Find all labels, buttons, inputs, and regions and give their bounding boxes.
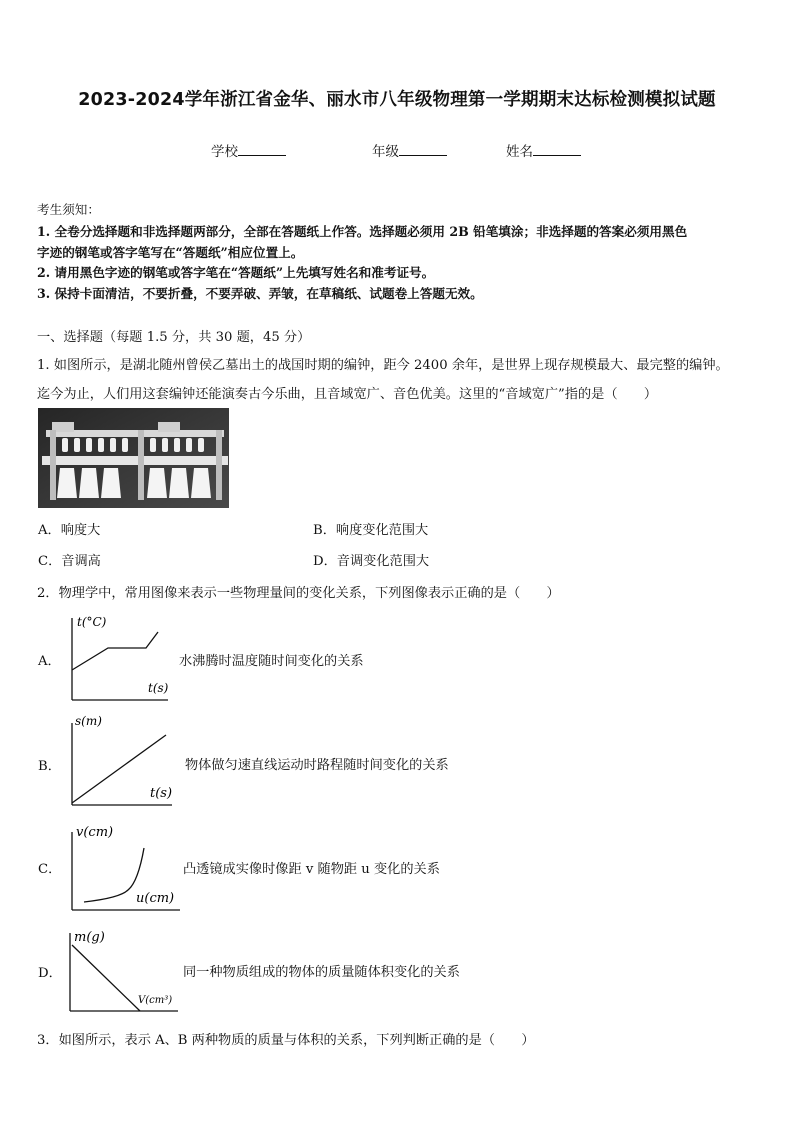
notice-line-2: 2. 请用黑色字迹的钢笔或答字笔在“答题纸”上先填写姓名和准考证号。 bbox=[37, 265, 435, 280]
q2-d-graph bbox=[60, 925, 185, 1017]
q2-a-graph bbox=[60, 612, 175, 707]
q2-d-caption: 同一种物质组成的物体的质量随体积变化的关系 bbox=[183, 965, 460, 980]
q1-option-b: B．响度变化范围大 bbox=[313, 523, 429, 538]
q2-c-letter: C． bbox=[38, 862, 62, 877]
q2-c-graph bbox=[60, 820, 185, 915]
q2-d-xlabel: V(cm³) bbox=[138, 995, 173, 1006]
grade-field bbox=[372, 140, 447, 160]
school-label: 学校 bbox=[211, 144, 238, 160]
q2-b-graph bbox=[60, 713, 175, 808]
page-title: 2023-2024学年浙江省金华、丽水市八年级物理第一学期期末达标检测模拟试题 bbox=[78, 90, 716, 110]
school-blank bbox=[238, 143, 286, 156]
bianzhong-photo bbox=[38, 408, 229, 508]
q1-option-c: C．音调高 bbox=[38, 554, 101, 569]
q2-d-ylabel: m(g) bbox=[74, 930, 105, 945]
q2-b-caption: 物体做匀速直线运动时路程随时间变化的关系 bbox=[185, 758, 449, 773]
q2-b-xlabel: t(s) bbox=[150, 786, 173, 801]
q2-a-ylabel: t(°C) bbox=[77, 615, 107, 629]
grade-label: 年级 bbox=[372, 144, 399, 160]
q2-stem: 2．物理学中，常用图像来表示一些物理量间的变化关系，下列图像表示正确的是（ ） bbox=[37, 586, 560, 601]
name-blank bbox=[533, 143, 581, 156]
q3-stem: 3．如图所示，表示 A、B 两种物质的质量与体积的关系，下列判断正确的是（ ） bbox=[37, 1033, 535, 1048]
grade-blank bbox=[399, 143, 447, 156]
notice-heading: 考生须知： bbox=[37, 202, 100, 217]
q1-line-1: 1. 如图所示，是湖北随州曾侯乙墓出土的战国时期的编钟，距今 2400 余年，是世界上现存规模最大、最完整的编钟。 bbox=[37, 358, 729, 373]
school-field bbox=[211, 140, 286, 160]
q2-a-xlabel: t(s) bbox=[148, 681, 169, 695]
q2-b-ylabel: s(m) bbox=[75, 714, 102, 728]
q1-line-2: 迄今为止，人们用这套编钟还能演奏古今乐曲，且音域宽广、音色优美。这里的“音域宽广”指的是（ ） bbox=[37, 387, 658, 402]
q1-option-d: D．音调变化范围大 bbox=[313, 554, 430, 569]
q2-d-letter: D． bbox=[38, 966, 62, 981]
q2-c-caption: 凸透镜成实像时像距 v 随物距 u 变化的关系 bbox=[183, 862, 440, 877]
q2-b-letter: B． bbox=[38, 759, 61, 774]
q2-a-caption: 水沸腾时温度随时间变化的关系 bbox=[179, 654, 364, 669]
name-label: 姓名 bbox=[506, 144, 533, 160]
name-field bbox=[506, 140, 581, 160]
q1-option-a: A．响度大 bbox=[38, 523, 101, 538]
notice-line-3: 3. 保持卡面清洁，不要折叠，不要弄破、弄皱，在草稿纸、试题卷上答题无效。 bbox=[37, 286, 483, 301]
notice-line-1a: 1. 全卷分选择题和非选择题两部分，全部在答题纸上作答。选择题必须用 2B 铅笔填涂；非选择题的答案必须用黑色 bbox=[37, 224, 688, 239]
q2-c-xlabel: u(cm) bbox=[136, 891, 175, 906]
q2-a-letter: A． bbox=[38, 654, 61, 669]
section-heading: 一、选择题（每题 1.5 分，共 30 题，45 分） bbox=[37, 330, 311, 345]
notice-line-1b: 字迹的钢笔或答字笔写在“答题纸”相应位置上。 bbox=[37, 245, 304, 260]
q2-c-ylabel: v(cm) bbox=[76, 825, 114, 840]
